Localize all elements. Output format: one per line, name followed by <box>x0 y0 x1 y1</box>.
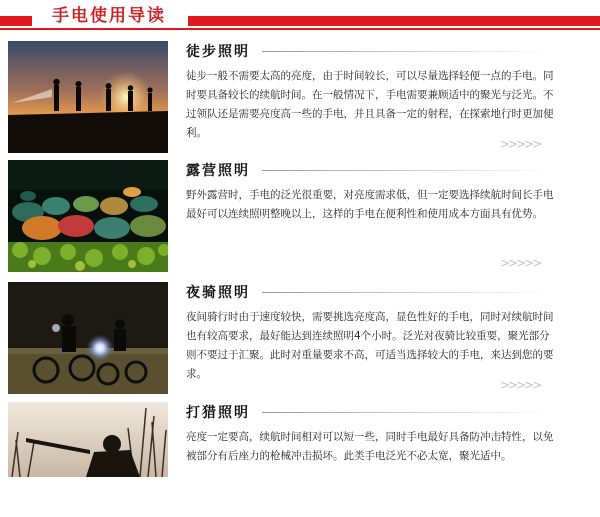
section-hunting <box>0 402 600 517</box>
header-red-line <box>0 28 600 30</box>
hiking-sunset-image <box>8 41 168 153</box>
camping-photo <box>8 160 168 272</box>
section-camping <box>0 160 600 275</box>
chevron-arrows-icon[interactable]: >>>>> <box>500 137 541 151</box>
section-title: 露营照明 <box>186 163 250 179</box>
section-body: 夜间骑行时由于速度较快，需要挑选亮度高，显色性好的手电，同时对续航时间也有较高要求，最好能达到连续照明4个小时。泛光对夜骑比较重要，聚光部分则不要过于汇聚。此时对重量要求不高，可适当选择较大的手电，来达到您的要求。 <box>186 311 554 380</box>
chevron-arrows-icon[interactable]: >>>>> <box>500 378 541 392</box>
title-divider <box>262 170 552 171</box>
title-divider <box>262 292 552 293</box>
section-body: 徒步一般不需要太高的亮度，由于时间较长，可以尽量选择轻便一点的手电。同时要具备较长的续航时间。在一般情况下，手电需要兼顾适中的聚光与泛光。不过领队还是需要亮度高一些的手电，并且具备一定的射程，在探索地行时更加便利。 <box>186 70 554 139</box>
section-night-riding <box>0 282 600 397</box>
hiking-photo <box>8 41 168 153</box>
section-body: 亮度一定要高，续航时间相对可以短一些，同时手电最好具备防冲击特性，以免被部分有后座力的枪械冲击损坏。此类手电泛光不必太宽，聚光适中。 <box>186 431 554 462</box>
title-divider <box>262 51 552 52</box>
title-divider <box>262 412 552 413</box>
section-hiking <box>0 41 600 156</box>
hunting-photo <box>8 402 168 477</box>
section-title: 打猎照明 <box>186 405 250 421</box>
page-title: 手电使用导读 <box>52 6 166 26</box>
hunter-silhouette-image <box>8 402 168 477</box>
camping-tents-image <box>8 160 168 272</box>
night-riding-photo <box>8 282 168 394</box>
section-title: 夜骑照明 <box>186 285 250 301</box>
section-body: 野外露营时，手电的泛光很重要，对亮度需求低，但一定要选择续航时间长手电最好可以连续照明整晚以上，这样的手电在便利性和使用成本方面具有优势。 <box>186 189 554 220</box>
chevron-arrows-icon[interactable]: >>>>> <box>500 256 541 270</box>
section-title: 徒步照明 <box>186 44 250 60</box>
page-header <box>0 0 600 32</box>
night-cyclists-image <box>8 282 168 394</box>
